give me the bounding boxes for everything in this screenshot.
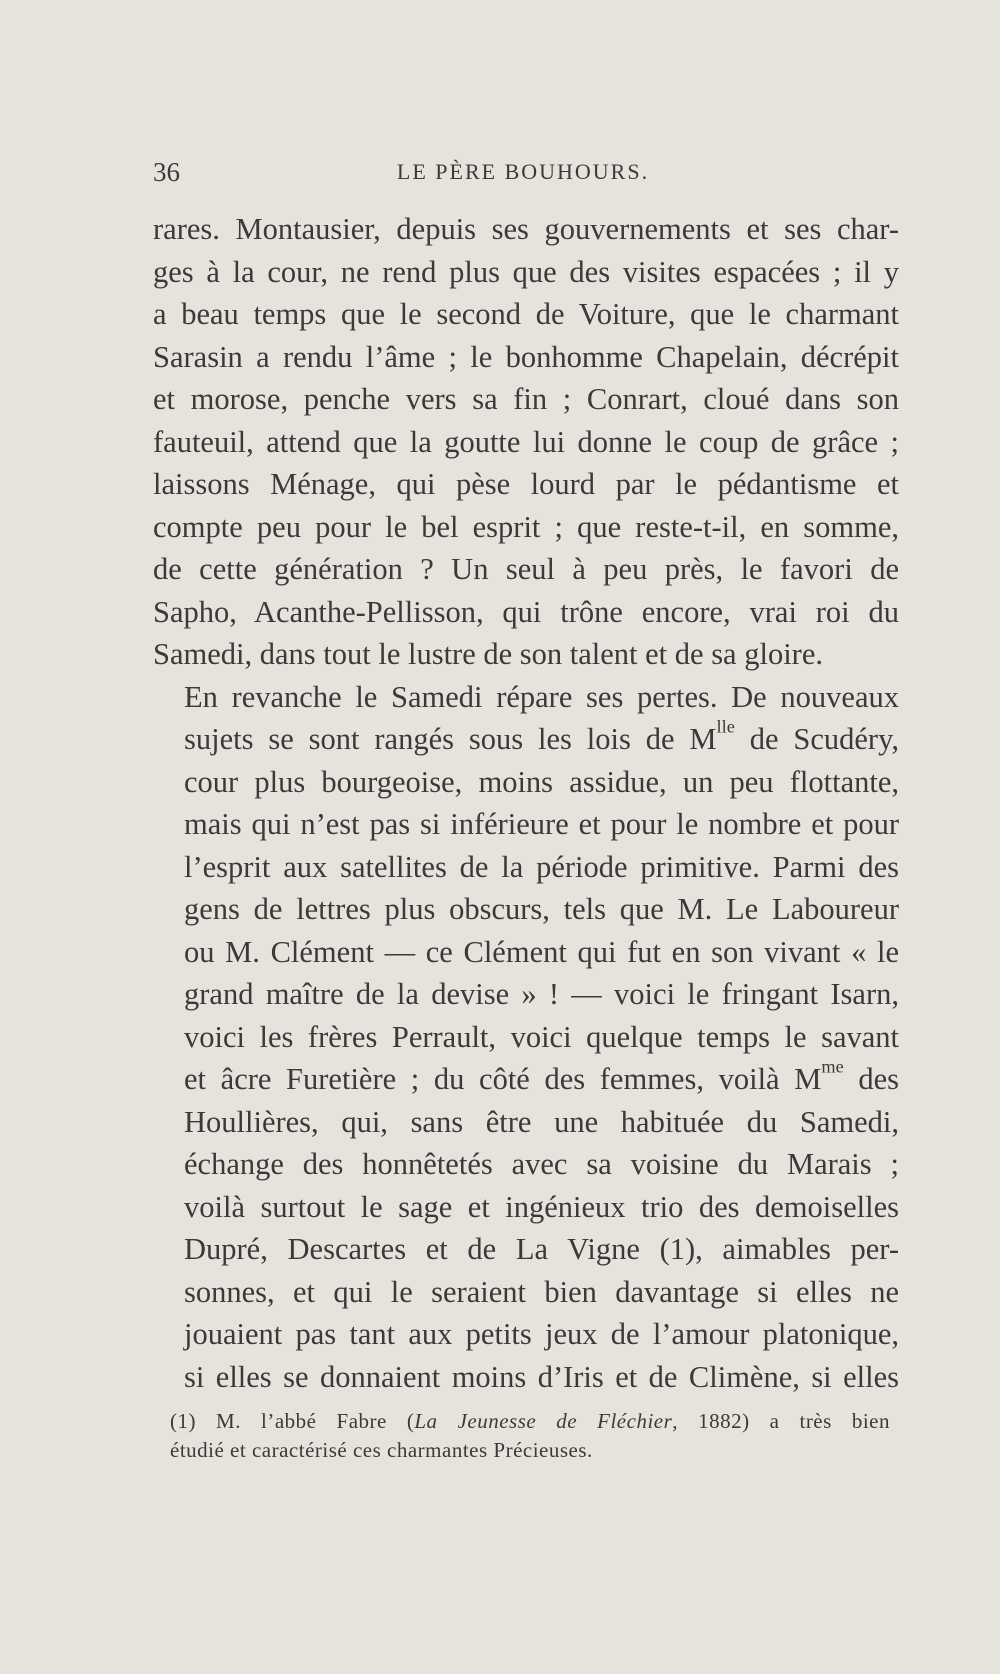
text-line: sujets se sont rangés sous les lois de $M^{lle}$ de Scudéry, (184, 716, 899, 756)
paragraph-2 (153, 676, 899, 1399)
footnote-line: étudié et caractérisé ces charmantes Précieuses. (170, 1438, 593, 1462)
text-line: rares. Montausier, depuis ses gouvernements et ses char- (153, 212, 899, 246)
text-line: gens de lettres plus obscurs, tels que M. Le Laboureur (184, 892, 899, 926)
text-line: de cette génération ? Un seul à peu près, le favori de (153, 552, 899, 586)
text-line: ou M. Clément — ce Clément qui fut en son vivant « le (184, 934, 899, 969)
text-line: Sapho, Acanthe-Pellisson, qui trône encore, vrai roi du (153, 594, 899, 629)
text-line: jouaient pas tant aux petits jeux de l’amour platonique, (184, 1317, 899, 1351)
text-line: ges à la cour, ne rend plus que des visites espacées ; il y (153, 254, 899, 289)
text-line: sonnes, et qui le seraient bien davantage si elles ne (184, 1274, 899, 1309)
text-line: fauteuil, attend que la goutte lui donne le coup de grâce ; (153, 424, 899, 459)
text-line: grand maître de la devise » ! — voici le fringant Isarn, (184, 977, 899, 1011)
text-line: l’esprit aux satellites de la période primitive. Parmi des (184, 849, 899, 884)
text-line: Dupré, Descartes et de La Vigne (1), aimables per- (184, 1232, 899, 1266)
text-line: mais qui n’est pas si inférieure et pour le nombre et pour (184, 807, 899, 841)
text-line: En revanche le Samedi répare ses pertes. De nouveaux (184, 679, 899, 714)
footnote-line: (1) M. l’abbé Fabre (La Jeunesse de Fléchier, 1882) a très bien (170, 1409, 891, 1433)
footnote-book-title: La Jeunesse de Fléchier (414, 1409, 673, 1433)
text-line: et morose, penche vers sa fin ; Conrart, cloué dans son (153, 382, 899, 416)
text-line: voici les frères Perrault, voici quelque temps le savant (184, 1019, 899, 1054)
text-line: Houllières, qui, sans être une habituée du Samedi, (184, 1104, 899, 1139)
text-line: Sarasin a rendu l’âme ; le bonhomme Chapelain, décrépit (153, 339, 899, 374)
page-number: 36 (153, 157, 180, 187)
text-line: a beau temps que le second de Voiture, que le charmant (153, 297, 899, 331)
superscript: me (821, 1056, 844, 1077)
text-line: et âcre Furetière ; du côté des femmes, voilà $M^{me}$ des (184, 1056, 899, 1096)
text-line: Samedi, dans tout le lustre de son talent et de sa gloire. (153, 637, 823, 671)
text-line: voilà surtout le sage et ingénieux trio des demoiselles (184, 1189, 899, 1224)
text-line: échange des honnêtetés avec sa voisine du Marais ; (184, 1147, 899, 1181)
text-line: cour plus bourgeoise, moins assidue, un peu flottante, (184, 764, 899, 799)
text-line: compte peu pour le bel esprit ; que reste-t-il, en somme, (153, 509, 899, 544)
text-line: laissons Ménage, qui pèse lourd par le pédantisme et (153, 467, 899, 501)
footnote (170, 1407, 890, 1465)
paragraph-1 (153, 208, 899, 676)
running-title: LE PÈRE BOUHOURS. (396, 159, 650, 184)
superscript: lle (716, 716, 735, 737)
text-line: si elles se donnaient moins d’Iris et de Climène, si elles (184, 1359, 899, 1394)
page-header (153, 157, 893, 197)
body-text (153, 208, 899, 1398)
